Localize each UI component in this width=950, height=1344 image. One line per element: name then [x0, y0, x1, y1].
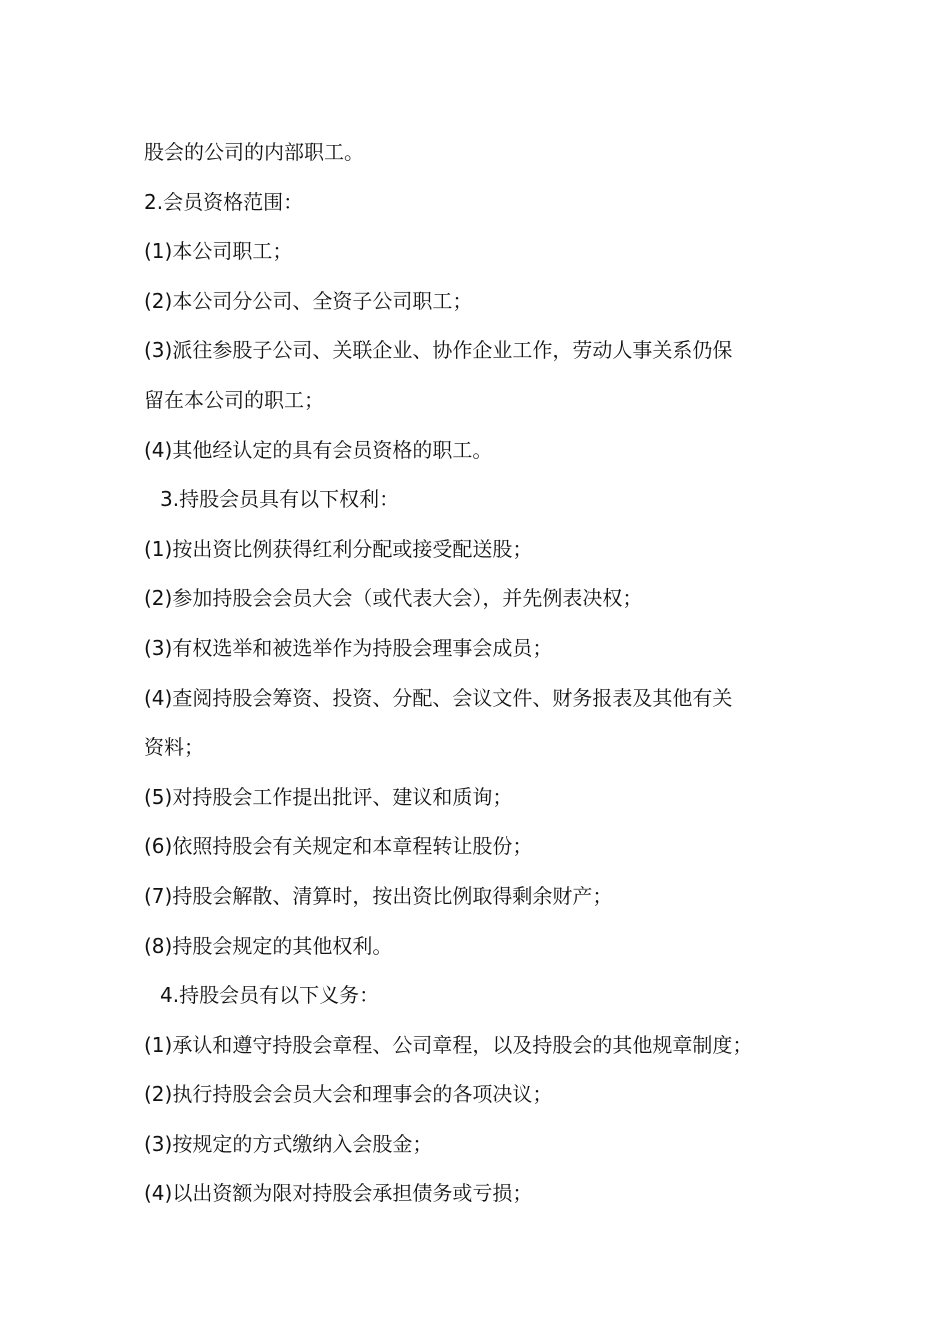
list-item: (3)有权选举和被选举作为持股会理事会成员；: [144, 635, 553, 660]
list-item: (2)参加持股会会员大会（或代表大会），并先例表决权；: [144, 586, 643, 611]
list-item: (2)执行持股会会员大会和理事会的各项决议；: [144, 1082, 553, 1107]
paragraph-line: 股会的公司的内部职工。: [144, 140, 364, 164]
list-item: (5)对持股会工作提出批评、建议和质询；: [144, 784, 513, 809]
list-item: (4)其他经认定的具有会员资格的职工。: [144, 437, 493, 462]
section-heading-member-obligations: 4.持股会员有以下义务：: [160, 983, 380, 1008]
list-item: (1)按出资比例获得红利分配或接受配送股；: [144, 536, 533, 561]
list-item: (3)按规定的方式缴纳入会股金；: [144, 1131, 433, 1156]
list-item: (6)依照持股会有关规定和本章程转让股份；: [144, 834, 533, 859]
list-item: (8)持股会规定的其他权利。: [144, 933, 393, 958]
list-item: (3)派往参股子公司、关联企业、协作企业工作，劳动人事关系仍保: [144, 338, 733, 363]
list-item-continuation: 资料；: [144, 735, 204, 760]
section-heading-member-rights: 3.持股会员具有以下权利：: [160, 487, 400, 512]
list-item: (4)查阅持股会筹资、投资、分配、会议文件、财务报表及其他有关: [144, 685, 733, 710]
list-item: (4)以出资额为限对持股会承担债务或亏损；: [144, 1181, 533, 1206]
document-body: [144, 128, 812, 1219]
list-item: (7)持股会解散、清算时，按出资比例取得剩余财产；: [144, 883, 613, 908]
section-heading-membership-scope: 2.会员资格范围：: [144, 189, 304, 214]
list-item-continuation: 留在本公司的职工；: [144, 387, 324, 412]
list-item: (1)承认和遵守持股会章程、公司章程，以及持股会的其他规章制度；: [144, 1032, 753, 1057]
list-item: (2)本公司分公司、全资子公司职工；: [144, 288, 473, 313]
list-item: (1)本公司职工；: [144, 239, 293, 264]
